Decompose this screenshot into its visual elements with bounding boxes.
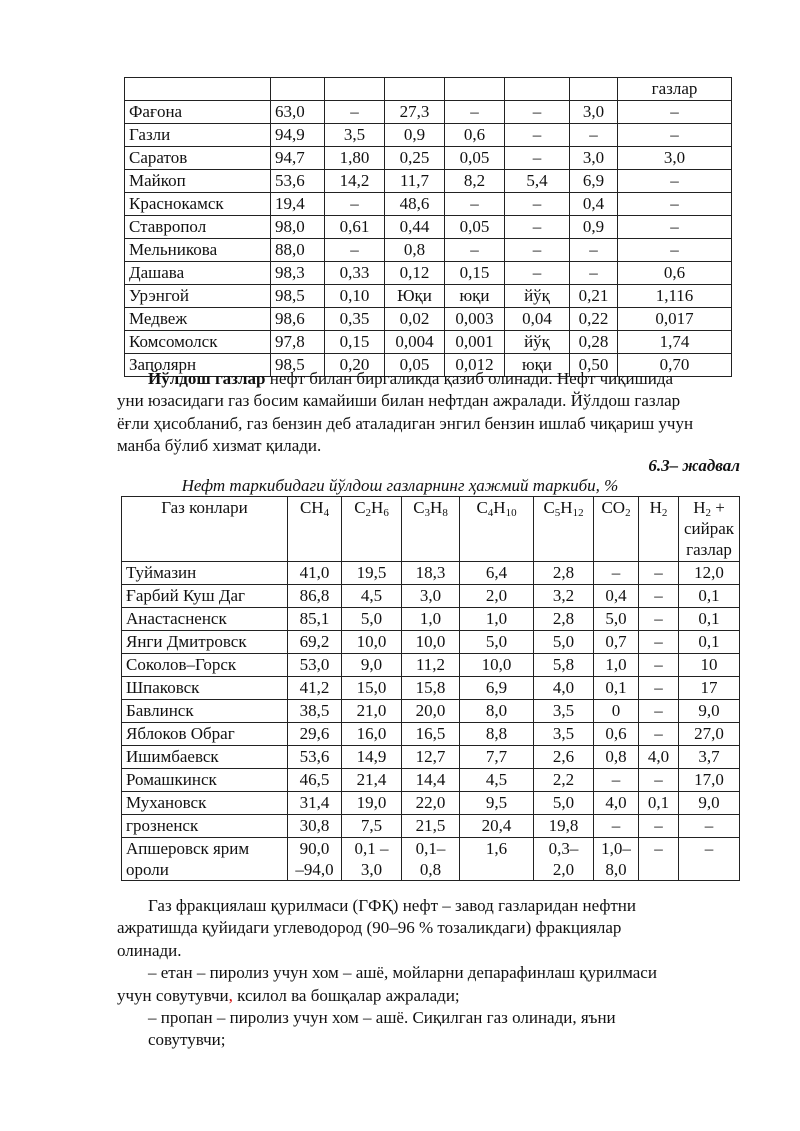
value-cell: 63,0 xyxy=(271,101,325,124)
value-cell: 0,1 xyxy=(679,608,740,631)
value-cell: – xyxy=(505,124,570,147)
value-cell: 10,0 xyxy=(460,654,534,677)
value-cell: 53,6 xyxy=(271,170,325,193)
value-cell: 2,0 xyxy=(460,585,534,608)
value-cell: 98,0 xyxy=(271,216,325,239)
value-cell: 98,3 xyxy=(271,262,325,285)
value-cell: 94,7 xyxy=(271,147,325,170)
value-cell: 12,0 xyxy=(679,562,740,585)
value-cell: 16,0 xyxy=(342,723,402,746)
value-cell: – xyxy=(679,815,740,838)
value-cell: 6,9 xyxy=(570,170,618,193)
field-name-cell: Янги Дмитровск xyxy=(122,631,288,654)
table-row xyxy=(122,723,740,746)
value-cell: 4,0 xyxy=(639,746,679,769)
value-cell: 97,8 xyxy=(271,331,325,354)
value-cell: 0,1 xyxy=(639,792,679,815)
value-cell: – xyxy=(570,239,618,262)
value-cell: 3,0 xyxy=(570,101,618,124)
value-cell: 5,0 xyxy=(534,631,594,654)
value-cell: – xyxy=(570,262,618,285)
field-name-cell: Ишимбаевск xyxy=(122,746,288,769)
value-cell: 17,0 xyxy=(679,769,740,792)
value-cell: 0,4 xyxy=(570,193,618,216)
field-name-cell: Заполярн xyxy=(125,354,271,377)
value-cell: – xyxy=(594,562,639,585)
value-cell: 4,0 xyxy=(534,677,594,700)
value-cell: 3,5 xyxy=(534,723,594,746)
value-cell: 9,0 xyxy=(342,654,402,677)
field-name-cell: Ставропол xyxy=(125,216,271,239)
value-cell: 4,0 xyxy=(594,792,639,815)
value-cell: 0,1 xyxy=(594,677,639,700)
table-row xyxy=(125,239,732,262)
table-header-row xyxy=(122,497,740,562)
value-cell: 8,2 xyxy=(445,170,505,193)
header-cell: $H_2$ xyxy=(639,497,679,562)
value-cell: 98,5 xyxy=(271,285,325,308)
value-cell: 21,4 xyxy=(342,769,402,792)
table-row xyxy=(125,331,732,354)
value-cell: 7,5 xyxy=(342,815,402,838)
value-cell: 15,0 xyxy=(342,677,402,700)
header-cell: $CH_4$ xyxy=(288,497,342,562)
value-cell: 5,0 xyxy=(594,608,639,631)
table-row xyxy=(125,170,732,193)
value-cell: 22,0 xyxy=(402,792,460,815)
value-cell: 14,2 xyxy=(325,170,385,193)
value-cell: – xyxy=(639,631,679,654)
value-cell: 0,12 xyxy=(385,262,445,285)
value-cell: 0,33 xyxy=(325,262,385,285)
value-cell: 27,0 xyxy=(679,723,740,746)
value-cell: – xyxy=(445,239,505,262)
value-cell: 0,1– 0,8 xyxy=(402,838,460,881)
table-row xyxy=(122,838,740,881)
field-name-cell: Дашава xyxy=(125,262,271,285)
value-cell: – xyxy=(325,193,385,216)
value-cell: – xyxy=(445,101,505,124)
value-cell: 0,6 xyxy=(618,262,732,285)
table-row xyxy=(125,193,732,216)
value-cell: – xyxy=(639,654,679,677)
table-number: 6.3– жадвал xyxy=(648,456,740,475)
value-cell: – xyxy=(325,239,385,262)
table-row xyxy=(122,677,740,700)
value-cell: 41,0 xyxy=(288,562,342,585)
value-cell: 21,5 xyxy=(402,815,460,838)
value-cell: 85,1 xyxy=(288,608,342,631)
value-cell: 0,003 xyxy=(445,308,505,331)
value-cell: 1,0 xyxy=(460,608,534,631)
value-cell: 86,8 xyxy=(288,585,342,608)
table-row xyxy=(122,631,740,654)
field-name-cell: Урэнгой xyxy=(125,285,271,308)
value-cell: 2,8 xyxy=(534,562,594,585)
table-row xyxy=(125,262,732,285)
table-row xyxy=(125,308,732,331)
value-cell: – xyxy=(505,101,570,124)
value-cell: 90,0 –94,0 xyxy=(288,838,342,881)
value-cell: 0,4 xyxy=(594,585,639,608)
table-row xyxy=(122,608,740,631)
value-cell: 6,4 xyxy=(460,562,534,585)
value-cell: 0,8 xyxy=(385,239,445,262)
value-cell: 0,25 xyxy=(385,147,445,170)
value-cell: 0,02 xyxy=(385,308,445,331)
value-cell: 10,0 xyxy=(342,631,402,654)
value-cell: 0,001 xyxy=(445,331,505,354)
table-row xyxy=(125,101,732,124)
field-name-cell: грозненск xyxy=(122,815,288,838)
table-row xyxy=(125,216,732,239)
value-cell: 19,8 xyxy=(534,815,594,838)
value-cell: 19,0 xyxy=(342,792,402,815)
paragraph-gas-fractionation: Газ фракциялаш қурилмаси (ГФҚ) нефт – завод газларидан нефтни ажратишда қуйидаги углеводород (90–96 % тозаликдаги) фракциялар олинади. – етан – пиролиз учун хом – ашё, мойларни депарафинлаш қурилмаси учун совутувчи, ксилол ва бошқалар ажралади; – пропан – пиролиз учун хом – ашё. Сиқилган газ олинади, яъни совутувчи; xyxy=(117,896,657,1050)
value-cell: 0,70 xyxy=(618,354,732,377)
value-cell: 29,6 xyxy=(288,723,342,746)
value-cell: 8,8 xyxy=(460,723,534,746)
table-row xyxy=(122,746,740,769)
value-cell: 3,0 xyxy=(570,147,618,170)
field-name-cell: Майкоп xyxy=(125,170,271,193)
value-cell: 0 xyxy=(594,700,639,723)
field-name-cell: Анастасненск xyxy=(122,608,288,631)
table-row xyxy=(122,562,740,585)
value-cell: 5,0 xyxy=(534,792,594,815)
value-cell: 1,116 xyxy=(618,285,732,308)
value-cell: 0,05 xyxy=(445,147,505,170)
field-name-cell: Краснокамск xyxy=(125,193,271,216)
value-cell: 7,7 xyxy=(460,746,534,769)
value-cell: 1,6 xyxy=(460,838,534,881)
value-cell: 0,1 xyxy=(679,631,740,654)
value-cell: 8,0 xyxy=(460,700,534,723)
value-cell: юқи xyxy=(505,354,570,377)
value-cell: – xyxy=(618,216,732,239)
value-cell: – xyxy=(639,700,679,723)
field-name-cell: Яблоков Обраг xyxy=(122,723,288,746)
value-cell: 0,50 xyxy=(570,354,618,377)
value-cell: 0,9 xyxy=(385,124,445,147)
value-cell: – xyxy=(594,815,639,838)
value-cell: – xyxy=(639,562,679,585)
value-cell: 0,017 xyxy=(618,308,732,331)
field-name-cell: Комсомолск xyxy=(125,331,271,354)
value-cell: 0,10 xyxy=(325,285,385,308)
value-cell: 0,28 xyxy=(570,331,618,354)
field-name-cell: Туймазин xyxy=(122,562,288,585)
value-cell: 0,3– 2,0 xyxy=(534,838,594,881)
value-cell: 4,5 xyxy=(460,769,534,792)
term-bold: Йўлдош газлар xyxy=(148,369,266,388)
value-cell: 10 xyxy=(679,654,740,677)
value-cell: 5,4 xyxy=(505,170,570,193)
field-name-cell: Соколов–Горск xyxy=(122,654,288,677)
value-cell: – xyxy=(505,216,570,239)
value-cell: 3,2 xyxy=(534,585,594,608)
table-row xyxy=(125,147,732,170)
field-name-cell: Ромашкинск xyxy=(122,769,288,792)
value-cell: 0,1 xyxy=(679,585,740,608)
value-cell: 1,0 xyxy=(402,608,460,631)
value-cell: 17 xyxy=(679,677,740,700)
table-row xyxy=(122,815,740,838)
table-row xyxy=(125,285,732,308)
header-cell: $C_2H_6$ xyxy=(342,497,402,562)
value-cell: – xyxy=(505,239,570,262)
value-cell: 53,0 xyxy=(288,654,342,677)
value-cell: 9,0 xyxy=(679,792,740,815)
value-cell: 4,5 xyxy=(342,585,402,608)
value-cell: 3,5 xyxy=(325,124,385,147)
value-cell: – xyxy=(325,101,385,124)
value-cell: – xyxy=(639,723,679,746)
value-cell: Юқи xyxy=(385,285,445,308)
field-name-cell: Медвеж xyxy=(125,308,271,331)
value-cell: 3,0 xyxy=(402,585,460,608)
field-name-cell: Фағона xyxy=(125,101,271,124)
value-cell: – xyxy=(639,838,679,881)
value-cell: 3,7 xyxy=(679,746,740,769)
value-cell: 16,5 xyxy=(402,723,460,746)
value-cell: 14,4 xyxy=(402,769,460,792)
value-cell: йўқ xyxy=(505,331,570,354)
value-cell: 0,9 xyxy=(570,216,618,239)
value-cell: 9,5 xyxy=(460,792,534,815)
value-cell: 0,05 xyxy=(445,216,505,239)
value-cell: 0,15 xyxy=(325,331,385,354)
value-cell: 0,1 – 3,0 xyxy=(342,838,402,881)
value-cell: 98,6 xyxy=(271,308,325,331)
value-cell: 0,15 xyxy=(445,262,505,285)
value-cell: 1,80 xyxy=(325,147,385,170)
value-cell: – xyxy=(505,193,570,216)
value-cell: – xyxy=(618,170,732,193)
associated-gas-composition-table xyxy=(121,496,740,881)
header-cell: Газ конлари xyxy=(122,497,288,562)
table-title: Нефт таркибидаги йўлдош газларнинг ҳажмий таркиби, % xyxy=(181,476,619,495)
value-cell: – xyxy=(618,101,732,124)
value-cell: 21,0 xyxy=(342,700,402,723)
header-cell: $CO_2$ xyxy=(594,497,639,562)
value-cell: 38,5 xyxy=(288,700,342,723)
value-cell: йўқ xyxy=(505,285,570,308)
gas-composition-table-continued xyxy=(124,77,732,377)
field-name-cell: Бавлинск xyxy=(122,700,288,723)
value-cell: 1,0 xyxy=(594,654,639,677)
value-cell: 0,35 xyxy=(325,308,385,331)
value-cell: 20,0 xyxy=(402,700,460,723)
value-cell: 3,0 xyxy=(618,147,732,170)
table-header-row xyxy=(125,78,732,101)
value-cell: – xyxy=(639,815,679,838)
value-cell: 46,5 xyxy=(288,769,342,792)
value-cell: 27,3 xyxy=(385,101,445,124)
value-cell: – xyxy=(594,769,639,792)
value-cell: 94,9 xyxy=(271,124,325,147)
header-cell: $C_4H_{10}$ xyxy=(460,497,534,562)
value-cell: 0,6 xyxy=(445,124,505,147)
value-cell: 6,9 xyxy=(460,677,534,700)
value-cell: 5,0 xyxy=(342,608,402,631)
value-cell: 30,8 xyxy=(288,815,342,838)
value-cell: 2,6 xyxy=(534,746,594,769)
value-cell: – xyxy=(570,124,618,147)
value-cell: 31,4 xyxy=(288,792,342,815)
value-cell: юқи xyxy=(445,285,505,308)
value-cell: 11,7 xyxy=(385,170,445,193)
field-name-cell: Мухановск xyxy=(122,792,288,815)
value-cell: 19,5 xyxy=(342,562,402,585)
value-cell: 20,4 xyxy=(460,815,534,838)
value-cell: 98,5 xyxy=(271,354,325,377)
value-cell: 0,21 xyxy=(570,285,618,308)
paragraph-associated-gases: Йўлдош газлар нефт билан биргаликда қазиб олинади. Нефт чиқишида уни юзасидаги газ босим камайиши билан нефтдан ажралади. Йўлдош газлар ёғли ҳисобланиб, газ бензин деб аталадиган энгил бензин ишлаб чиқариш учун манба бўлиб хизмат қилади. xyxy=(117,369,694,456)
field-name-cell: Газли xyxy=(125,124,271,147)
field-name-cell: Мельникова xyxy=(125,239,271,262)
field-name-cell: Ғарбий Куш Даг xyxy=(122,585,288,608)
field-name-cell: Шпаковск xyxy=(122,677,288,700)
value-cell: 0,04 xyxy=(505,308,570,331)
value-cell: – xyxy=(639,769,679,792)
header-cell: газлар xyxy=(618,78,732,101)
value-cell: 0,8 xyxy=(594,746,639,769)
value-cell: 15,8 xyxy=(402,677,460,700)
value-cell: 10,0 xyxy=(402,631,460,654)
value-cell: – xyxy=(639,585,679,608)
value-cell: 88,0 xyxy=(271,239,325,262)
value-cell: – xyxy=(679,838,740,881)
value-cell: 41,2 xyxy=(288,677,342,700)
value-cell: 2,8 xyxy=(534,608,594,631)
value-cell: – xyxy=(618,239,732,262)
value-cell: 1,74 xyxy=(618,331,732,354)
value-cell: 14,9 xyxy=(342,746,402,769)
value-cell: – xyxy=(618,193,732,216)
value-cell: 69,2 xyxy=(288,631,342,654)
header-cell: $C_5H_{12}$ xyxy=(534,497,594,562)
value-cell: 9,0 xyxy=(679,700,740,723)
value-cell: 0,6 xyxy=(594,723,639,746)
value-cell: 0,22 xyxy=(570,308,618,331)
value-cell: – xyxy=(639,677,679,700)
value-cell: 12,7 xyxy=(402,746,460,769)
value-cell: 1,0– 8,0 xyxy=(594,838,639,881)
value-cell: – xyxy=(618,124,732,147)
field-name-cell: Саратов xyxy=(125,147,271,170)
value-cell: – xyxy=(445,193,505,216)
value-cell: 0,20 xyxy=(325,354,385,377)
value-cell: 18,3 xyxy=(402,562,460,585)
header-cell: $H_2$ + сийрак газлар xyxy=(679,497,740,562)
value-cell: – xyxy=(639,608,679,631)
value-cell: 53,6 xyxy=(288,746,342,769)
value-cell: 0,05 xyxy=(385,354,445,377)
field-name-cell: Апшеровск ярим ороли xyxy=(122,838,288,881)
value-cell: 11,2 xyxy=(402,654,460,677)
table-row xyxy=(122,769,740,792)
value-cell: – xyxy=(505,147,570,170)
value-cell: 0,7 xyxy=(594,631,639,654)
value-cell: 0,44 xyxy=(385,216,445,239)
table-row xyxy=(122,654,740,677)
table-row xyxy=(122,700,740,723)
table-row xyxy=(122,585,740,608)
value-cell: 2,2 xyxy=(534,769,594,792)
value-cell: 48,6 xyxy=(385,193,445,216)
value-cell: – xyxy=(505,262,570,285)
value-cell: 5,0 xyxy=(460,631,534,654)
table-row xyxy=(125,124,732,147)
value-cell: 3,5 xyxy=(534,700,594,723)
value-cell: 0,61 xyxy=(325,216,385,239)
value-cell: 0,012 xyxy=(445,354,505,377)
value-cell: 5,8 xyxy=(534,654,594,677)
value-cell: 0,004 xyxy=(385,331,445,354)
table-row xyxy=(122,792,740,815)
value-cell: 19,4 xyxy=(271,193,325,216)
header-cell: $C_3H_8$ xyxy=(402,497,460,562)
